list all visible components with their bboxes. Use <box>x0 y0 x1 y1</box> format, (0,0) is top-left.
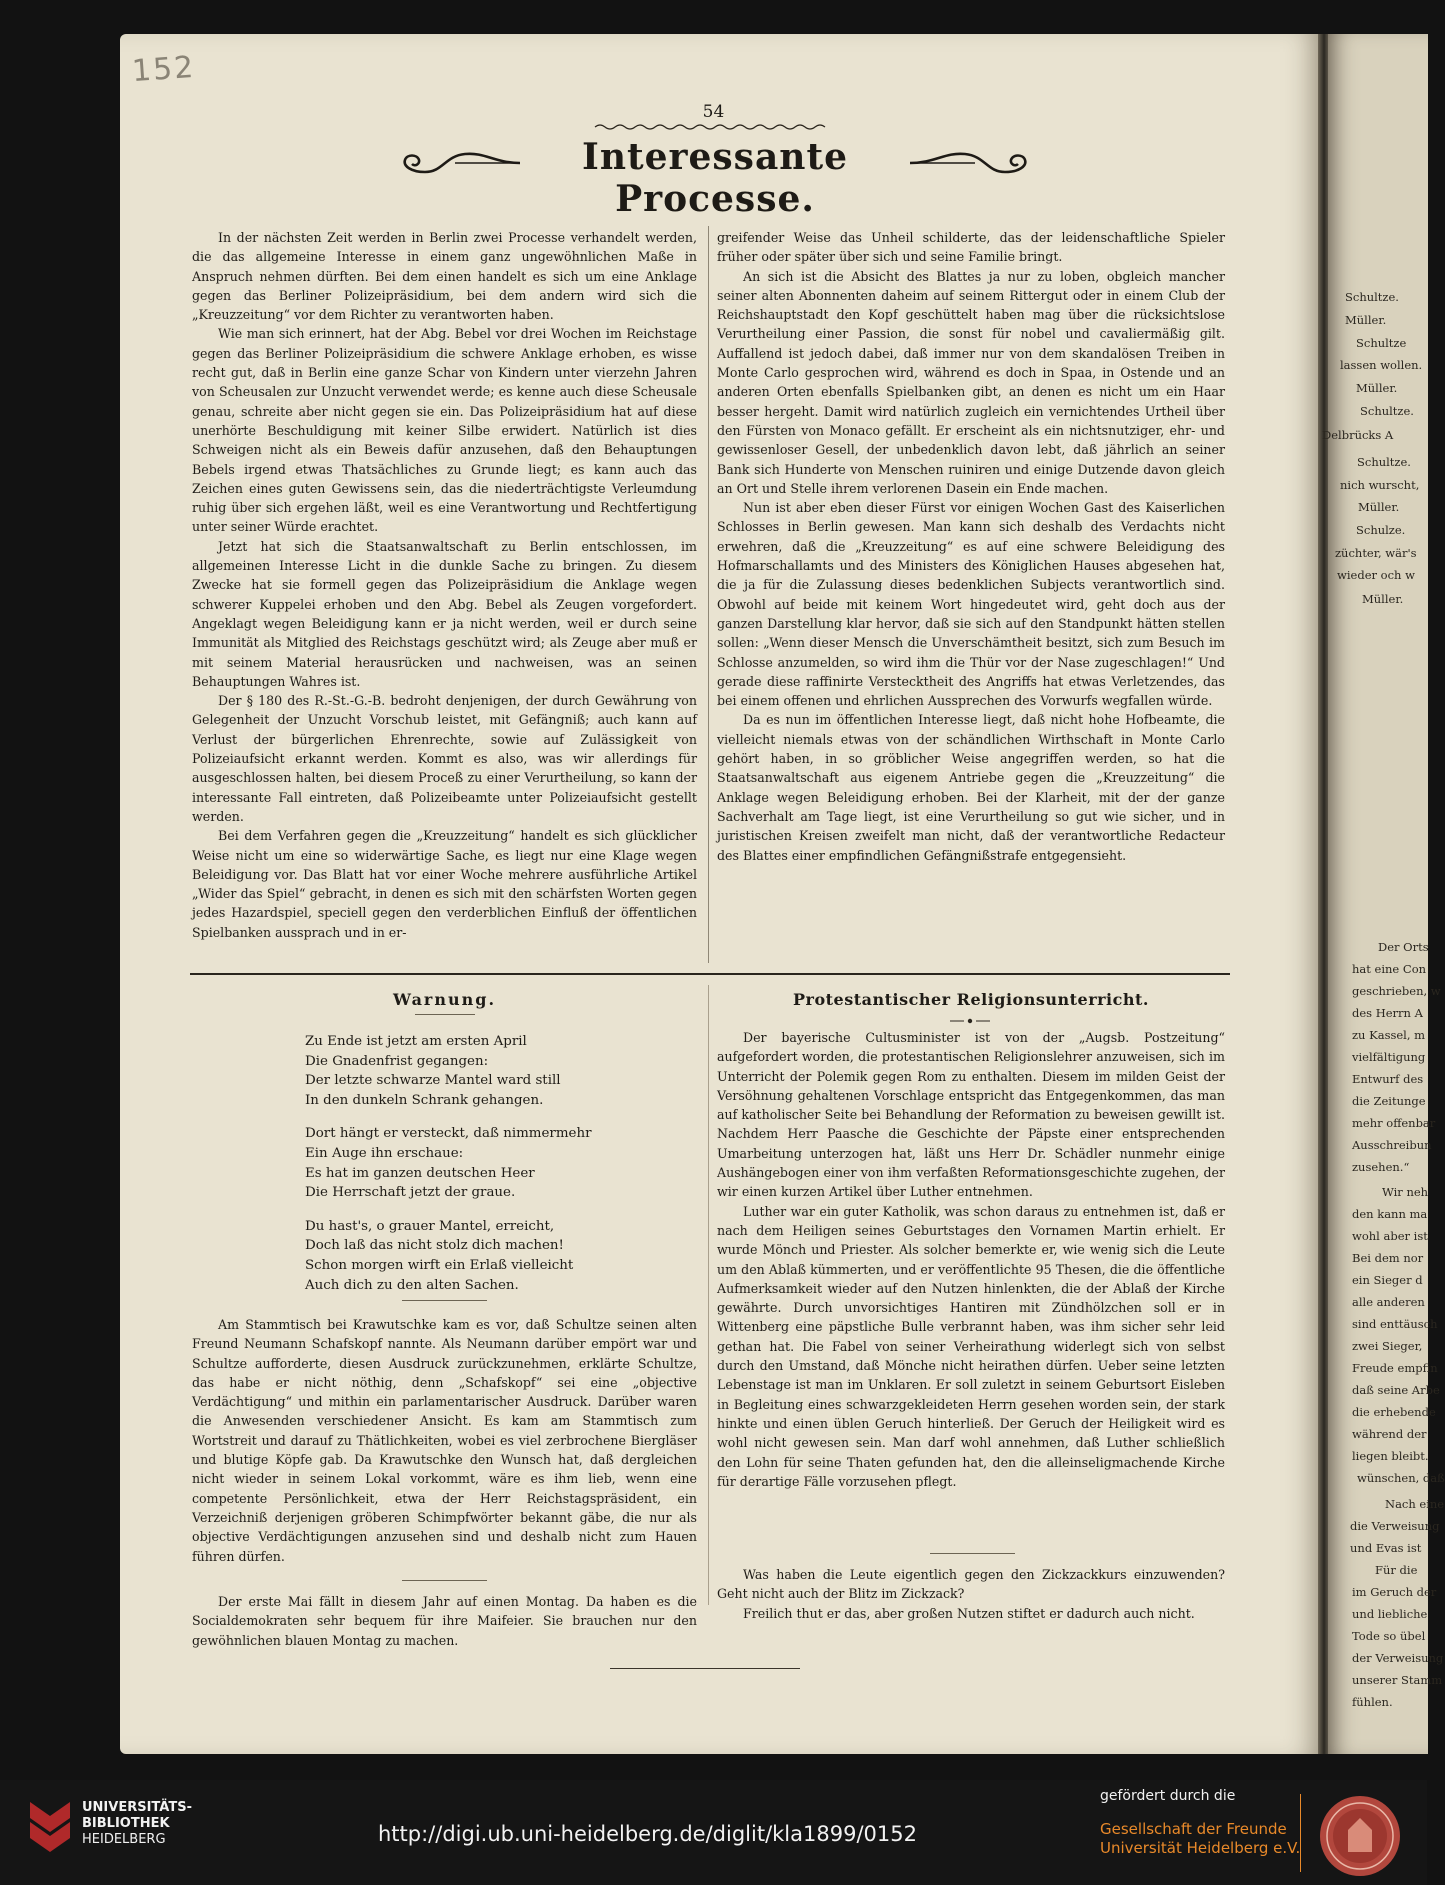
adjacent-page-word: nich wurscht, <box>1340 478 1420 492</box>
adjacent-page-word: Schulze. <box>1356 523 1406 537</box>
adjacent-page-word: die erhebende <box>1352 1405 1436 1419</box>
adjacent-page-word: unserer Stamm <box>1352 1673 1443 1687</box>
column-divider <box>708 226 709 963</box>
adjacent-page-word: während der <box>1352 1427 1427 1441</box>
poem-stanza <box>305 1032 685 1110</box>
may-day-note <box>192 1592 697 1650</box>
ornament-divider <box>950 1010 990 1018</box>
university-library-logo-icon[interactable] <box>26 1798 74 1854</box>
adjacent-page-word: Ausschreibun <box>1352 1138 1432 1152</box>
poem-line: Die Herrschaft jetzt der graue. <box>305 1185 516 1201</box>
adjacent-page-word: Für die <box>1375 1563 1418 1577</box>
paragraph: Am Stammtisch bei Krawutschke kam es vor, daß Schultze seinen alten Freund Neumann Schafskopf nannte. Als Neumann darüber empört war und Schultze aufforderte, diesen Ausdruck zurückzunehmen, erklärte Schultze, das habe er nicht nöthig, denn „Schafskopf“ sei eine „objective Verdächtigung“ und mithin ein parlamentarischer Ausdruck. Darüber waren die Anwesenden verschiedener Ansicht. Es kam am Stammtisch zum Wortstreit und darauf zu Thätlichkeiten, wobei es viel zerbrochene Biergläser und blutige Köpfe gab. Da Krawutschke den Wunsch hat, daß dergleichen nicht wieder in seinem Lokal vorkommt, wäre es ihm lieb, wenn eine competente Persönlichkeit, etwa der Herr Reichstagspräsident, ein Verzeichniß derjenigen gröberen Schimpfwörter bekannt gäbe, die nur als objective Verdächtigungen anzusehen sind und deshalb nicht zum Hauen führen dürfen. <box>192 1317 697 1564</box>
adjacent-page-word: Schultze. <box>1360 404 1414 418</box>
adjacent-page-word: Bei dem nor <box>1352 1251 1424 1265</box>
adjacent-page-word: Müller. <box>1362 592 1404 606</box>
sponsor-line: Universität Heidelberg e.V. <box>1100 1839 1301 1857</box>
library-line: HEIDELBERG <box>82 1832 166 1847</box>
religion-title: Protestantischer Religionsunterricht. <box>793 990 1149 1009</box>
end-rule <box>610 1668 800 1669</box>
separator-rule <box>402 1580 487 1581</box>
zigzag-note <box>717 1565 1225 1623</box>
poem-line: Du hast's, o grauer Mantel, erreicht, <box>305 1218 555 1234</box>
adjacent-page-word: wieder och w <box>1337 568 1415 582</box>
adjacent-page-word: und Evas ist <box>1350 1541 1422 1555</box>
title-rule <box>415 1014 475 1015</box>
library-line: UNIVERSITÄTS- <box>82 1800 192 1815</box>
paragraph: Luther war ein guter Katholik, was schon daraus zu entnehmen ist, daß er nach dem Heiligen seines Geburtstages den Vornamen Martin erhielt. Er wurde Mönch und Priester. Als solcher bemerkte er, wie wenig sich die Leute um den Ablaß kümmerten, und er veröffentlichte 95 Thesen, die die öffentliche Aufmerksamkeit wieder auf den Nutzen hinlenkten, die der Ablaß der Kirche gewährte. Durch unvorsichtiges Hantiren mit Zündhölzchen soll er in Wittenberg eine päpstliche Bulle verbrannt haben, was ihm sicher sehr leid gethan hat. Die Fabel von seiner Verheirathung widerlegt sich von selbst durch den Umstand, daß Mönche nicht heirathen dürfen. Ueber seine letzten Lebenstage ist man im Unklaren. Er soll zuletzt in seinem Geburtsort Eisleben in Begleitung eines schwarzgekleideten Herrn gesehen worden sein, der stark hinkte und einen üblen Geruch hinterließ. Der Geruch der Heiligkeit wird es wohl nicht gewesen sein. Man darf wohl annehmen, daß Luther schließlich den Lohn für seine Thaten gefunden hat, den die alleinseligmachende Kirche für derartige Fälle vorzusehen pflegt. <box>717 1203 1225 1489</box>
sponsor-name[interactable] <box>1100 1820 1300 1858</box>
page-number: 54 <box>702 102 725 122</box>
paragraph: Jetzt hat sich die Staatsanwaltschaft zu Berlin entschlossen, im allgemeinen Interesse Licht in die dunkle Sache zu bringen. Zu diesem Zwecke hat sie formell gegen das Polizeipräsidium die Anklage wegen schwerer Kuppelei erhoben und den Abg. Bebel als Zeugen vorgefordert. Angeklagt wegen Beleidigung kann er ja nicht werden, weil er durch seine Immunität als Mitglied des Reichstags geschützt wird; als Zeuge aber muß er mit seinem Material herausrücken und nachweisen, was an seinen Behauptungen Wahres ist. <box>192 538 697 689</box>
adjacent-page-word: Schultze. <box>1357 455 1411 469</box>
adjacent-page-word: ein Sieger d <box>1352 1273 1423 1287</box>
poem <box>305 1032 685 1309</box>
library-name[interactable] <box>82 1800 192 1848</box>
poem-line: Der letzte schwarze Mantel ward still <box>305 1073 561 1089</box>
poem-line: Ein Auge ihn erschaue: <box>305 1145 464 1161</box>
paragraph: Wie man sich erinnert, hat der Abg. Bebel vor drei Wochen im Reichstage gegen das Berliner Polizeipräsidium die schwere Anklage erhoben, es wisse recht gut, daß in Berlin eine ganze Schar von Kindern unter vierzehn Jahren von Scheusalen zur Unzucht verwendet werde; es kenne auch diese Scheusale genau, schreite aber nicht gegen sie ein. Das Polizeipräsidium hat auf diese unerhörte Beschuldigung mit keiner Silbe erwidert. Natürlich ist dies Schweigen nicht als ein Beweis dafür anzusehen, daß den Behauptungen Bebels irgend etwas Thatsächliches zu Grunde liegt; es kann auch das Zeichen eines guten Gewissens sein, das die niederträchtigste Verleumdung ruhig über sich ergehen läßt, weil es eine Verantwortung und Rechtfertigung unter seiner Würde erachtet. <box>192 326 697 535</box>
poem-line: Die Gnadenfrist gegangen: <box>305 1053 489 1069</box>
poem-line: Auch dich zu den alten Sachen. <box>305 1277 519 1293</box>
footer-separator <box>1300 1794 1301 1872</box>
poem-line: Zu Ende ist jetzt am ersten April <box>305 1034 527 1049</box>
poem-line: In den dunkeln Schrank gehangen. <box>305 1092 544 1108</box>
adjacent-page-word: die Verweisung <box>1350 1519 1440 1533</box>
adjacent-page-word: lassen wollen. <box>1340 358 1423 372</box>
paragraph: Freilich thut er das, aber großen Nutzen stiftet er dadurch auch nicht. <box>743 1605 1195 1621</box>
right-flourish-ornament <box>905 148 1035 178</box>
paragraph: Der § 180 des R.-St.-G.-B. bedroht denjenigen, der durch Gewährung von Gelegenheit der Unzucht Vorschub leistet, mit Gefängniß; auch kann auf Verlust der bürgerlichen Ehrenrechte, sowie auf Zulässigkeit von Polizeiaufsicht erkannt werden. Kommt es also, was wir allerdings für ausgeschlossen halten, bei diesem Proceß zu einer Verurtheilung, so kann der interessante Fall eintreten, daß Polizeibeamte unter Polizeiaufsicht gestellt werden. <box>192 693 697 824</box>
adjacent-page-word: und liebliche <box>1352 1607 1428 1621</box>
paragraph: Der erste Mai fällt in diesem Jahr auf einen Montag. Da haben es die Socialdemokraten sehr bequem für ihre Maifeier. Sie brauchen nur den gewöhnlichen blauen Montag zu machen. <box>192 1594 697 1648</box>
adjacent-page-word: mehr offenbar <box>1352 1116 1436 1130</box>
library-line: BIBLIOTHEK <box>82 1816 170 1831</box>
adjacent-page-word: Wir neh <box>1382 1185 1429 1199</box>
poem-stanza <box>305 1124 685 1202</box>
article-title: Interessante Processe. <box>582 136 848 220</box>
digitization-footer <box>0 1780 1427 1885</box>
adjacent-page-word: vielfältigung <box>1352 1050 1426 1064</box>
adjacent-page-word: geschrieben, w <box>1352 984 1441 998</box>
paragraph: In der nächsten Zeit werden in Berlin zwei Processe verhandelt werden, die das allgemeine Interesse in einem ganz ungewöhnlichen Maße in Anspruch nehmen dürften. Bei dem einen handelt es sich um eine Anklage gegen das Berliner Polizeipräsidium, bei dem andern wird sich die „Kreuzzeitung“ vor dem Richter zu verantworten haben. <box>192 230 697 323</box>
paragraph: Bei dem Verfahren gegen die „Kreuzzeitung“ handelt es sich glücklicher Weise nicht um eine so widerwärtige Sache, es liegt nur eine Klage wegen Beleidigung vor. Das Blatt hat vor einer Woche mehrere ausführliche Artikel „Wider das Spiel“ gebracht, in denen es sich mit den schärfsten Worten gegen jedes Hazardspiel, speciell gegen den verderblichen Einfluß der öffentlichen Spielbanken aussprach und in er- <box>192 828 697 940</box>
stammtisch-anecdote <box>192 1315 697 1566</box>
sponsor-line: Gesellschaft der Freunde <box>1100 1820 1287 1838</box>
poem-stanza <box>305 1217 685 1295</box>
adjacent-page-word: die Zeitunge <box>1352 1094 1426 1108</box>
adjacent-page-word: wohl aber ist <box>1352 1229 1428 1243</box>
dash-dot-ornament <box>950 1017 990 1025</box>
poem-line: Dort hängt er versteckt, daß nimmermehr <box>305 1126 592 1142</box>
adjacent-page-word: zusehen.“ <box>1352 1160 1410 1174</box>
adjacent-page-word: Müller. <box>1358 500 1400 514</box>
paragraph: Was haben die Leute eigentlich gegen den Zickzackkurs einzuwenden? Geht nicht auch der Blitz im Zickzack? <box>717 1567 1225 1602</box>
adjacent-page-word: Der Orts <box>1378 940 1429 954</box>
poem-line: Schon morgen wirft ein Erlaß vielleicht <box>305 1257 574 1273</box>
adjacent-page-word: hat eine Con <box>1352 962 1427 976</box>
adjacent-page-word: Tode so übel <box>1352 1629 1426 1643</box>
adjacent-page-word: zwei Sieger, <box>1352 1339 1423 1353</box>
adjacent-page-word: Schultze. <box>1345 290 1399 304</box>
separator-rule <box>930 1553 1015 1554</box>
adjacent-page-word: liegen bleibt. <box>1352 1449 1429 1463</box>
left-flourish-ornament <box>395 148 525 178</box>
university-seal-icon <box>1318 1794 1402 1878</box>
permalink-url[interactable]: http://digi.ub.uni-heidelberg.de/diglit/kla1899/0152 <box>378 1822 917 1846</box>
adjacent-page-word: Müller. <box>1345 313 1387 327</box>
wavy-rule <box>595 123 830 131</box>
adjacent-page-word: den kann ma <box>1352 1207 1428 1221</box>
adjacent-page-word: der Verweisung <box>1352 1651 1444 1665</box>
adjacent-page-word: des Herrn A <box>1352 1006 1423 1020</box>
warning-title: Warnung. <box>392 990 497 1009</box>
adjacent-page-word: wünschen, daß <box>1357 1471 1445 1485</box>
religion-article <box>717 1028 1225 1491</box>
pencil-page-note: 152 <box>130 49 197 90</box>
adjacent-page-word: sind enttäusch <box>1352 1317 1438 1331</box>
adjacent-page-word: alle anderen <box>1352 1295 1425 1309</box>
adjacent-page-word: Delbrücks A <box>1322 428 1394 442</box>
separator-rule <box>402 1300 487 1301</box>
paragraph: Nun ist aber eben dieser Fürst vor einigen Wochen Gast des Kaiserlichen Schlosses in Berlin gewesen. Man kann sich deshalb des Verdachts nicht erwehren, daß die „Kreuzzeitung“ es auf eine schwere Beleidigung des Hofmarschallamts und des Ministers des Königlichen Hauses abgesehen hat, die ja für die Zulassung dieses bedenklichen Subjects verantwortlich sind. Obwohl auf beide mit keinem Wort hingedeutet wird, geht doch aus der ganzen Darstellung klar hervor, daß sie sich auf den Standpunkt hätten stellen sollen: „Wenn dieser Mensch die Unverschämtheit besitzt, sich zum Besuch im Schlosse anzumelden, so wird ihm die Thür vor der Nase zugeschlagen!“ Und gerade diese raffinirte Verstecktheit des Angriffs hat etwas Verletzendes, das bei einem offenen und ehrlichen Aussprechen des Vorwurfs wegfallen würde. <box>717 500 1225 709</box>
section-rule <box>190 973 1230 975</box>
paragraph: greifender Weise das Unheil schilderte, das der leidenschaftliche Spieler früher oder später über sich und seine Familie bringt. <box>717 230 1225 265</box>
poem-line: Doch laß das nicht stolz dich machen! <box>305 1238 564 1254</box>
adjacent-page-word: Entwurf des <box>1352 1072 1424 1086</box>
adjacent-page-word: Freude empfin <box>1352 1361 1438 1375</box>
paragraph: Der bayerische Cultusminister ist von der „Augsb. Postzeitung“ aufgefordert worden, die protestantischen Religionslehrer anzuweisen, sich im Unterricht der Polemik gegen Rom zu enthalten. Diesem im milden Geist der Versöhnung gehaltenen Vorschlage entspricht das Entgegenkommen, das man auf katholischer Seite bei Behandlung der Reformation zu beweisen gewillt ist. Nachdem Herr Paasche die Geschichte der Päpste einer entsprechenden Umarbeitung unterzogen hat, läßt uns Herr Dr. Schädler nunmehr einige Aushängebogen einer von ihm verfaßten Reformationsgeschichte zugehen, der wir einen kurzen Artikel über Luther entnehmen. <box>717 1030 1225 1200</box>
adjacent-page-word: im Geruch der <box>1352 1585 1437 1599</box>
paragraph: An sich ist die Absicht des Blattes ja nur zu loben, obgleich mancher seiner alten Abonnenten daheim auf seinem Rittergut oder in einem Club der Reichshauptstadt den Kopf geschüttelt haben mag über die rücksichtslose Verurtheilung einer Passion, die sonst für nobel und cavaliermäßig gilt. Auffallend ist jedoch dabei, daß immer nur von dem skandalösen Treiben in Monte Carlo gesprochen wird, während es doch in Spaa, in Ostende und an anderen Orten ebenfalls Spielbanken gibt, an denen es nicht um ein Haar besser hergeht. Damit wird natürlich zugleich ein vernichtendes Urtheil über den Fürsten von Monaco gefällt. Er erscheint als ein nichtsnutziger, ehr- und gewissenloser Gesell, der unbedenklich davon lebt, daß jährlich an seiner Bank sich Hunderte von Menschen ruiniren und einige Dutzende davon gleich an Ort und Stelle ihrem verlorenen Dasein ein Ende machen. <box>717 268 1225 496</box>
article-column-right <box>717 228 1225 865</box>
poem-line: Es hat im ganzen deutschen Heer <box>305 1165 535 1181</box>
sponsor-label: gefördert durch die <box>1100 1788 1236 1804</box>
adjacent-page-word: Nach eine <box>1385 1497 1445 1511</box>
adjacent-page-word: Schultze <box>1356 336 1407 350</box>
adjacent-page-word: daß seine Arbe <box>1352 1383 1440 1397</box>
column-divider <box>708 985 709 1605</box>
adjacent-page-word: fühlen. <box>1352 1695 1393 1709</box>
paragraph: Da es nun im öffentlichen Interesse liegt, daß nicht hohe Hofbeamte, die vielleicht niemals etwas von der schändlichen Wirthschaft in Monte Carlo gehört haben, in so gröblicher Weise angegriffen werden, so hat die Staatsanwaltschaft aus eigenem Antriebe gegen die „Kreuzzeitung“ die Anklage wegen Beleidigung erhoben. Bei der Klarheit, mit der der ganze Sachverhalt am Tage liegt, ist eine Verurtheilung so gut wie sicher, und in juristischen Kreisen zweifelt man nicht, daß der verantwortliche Redacteur des Blattes einer empfindlichen Gefängnißstrafe entgegensieht. <box>717 712 1225 863</box>
adjacent-page-word: zu Kassel, m <box>1352 1028 1426 1042</box>
adjacent-page-word: Müller. <box>1356 381 1398 395</box>
article-column-left <box>192 228 697 942</box>
adjacent-page-word: züchter, wär's <box>1335 546 1417 560</box>
article-heading <box>395 136 1035 220</box>
